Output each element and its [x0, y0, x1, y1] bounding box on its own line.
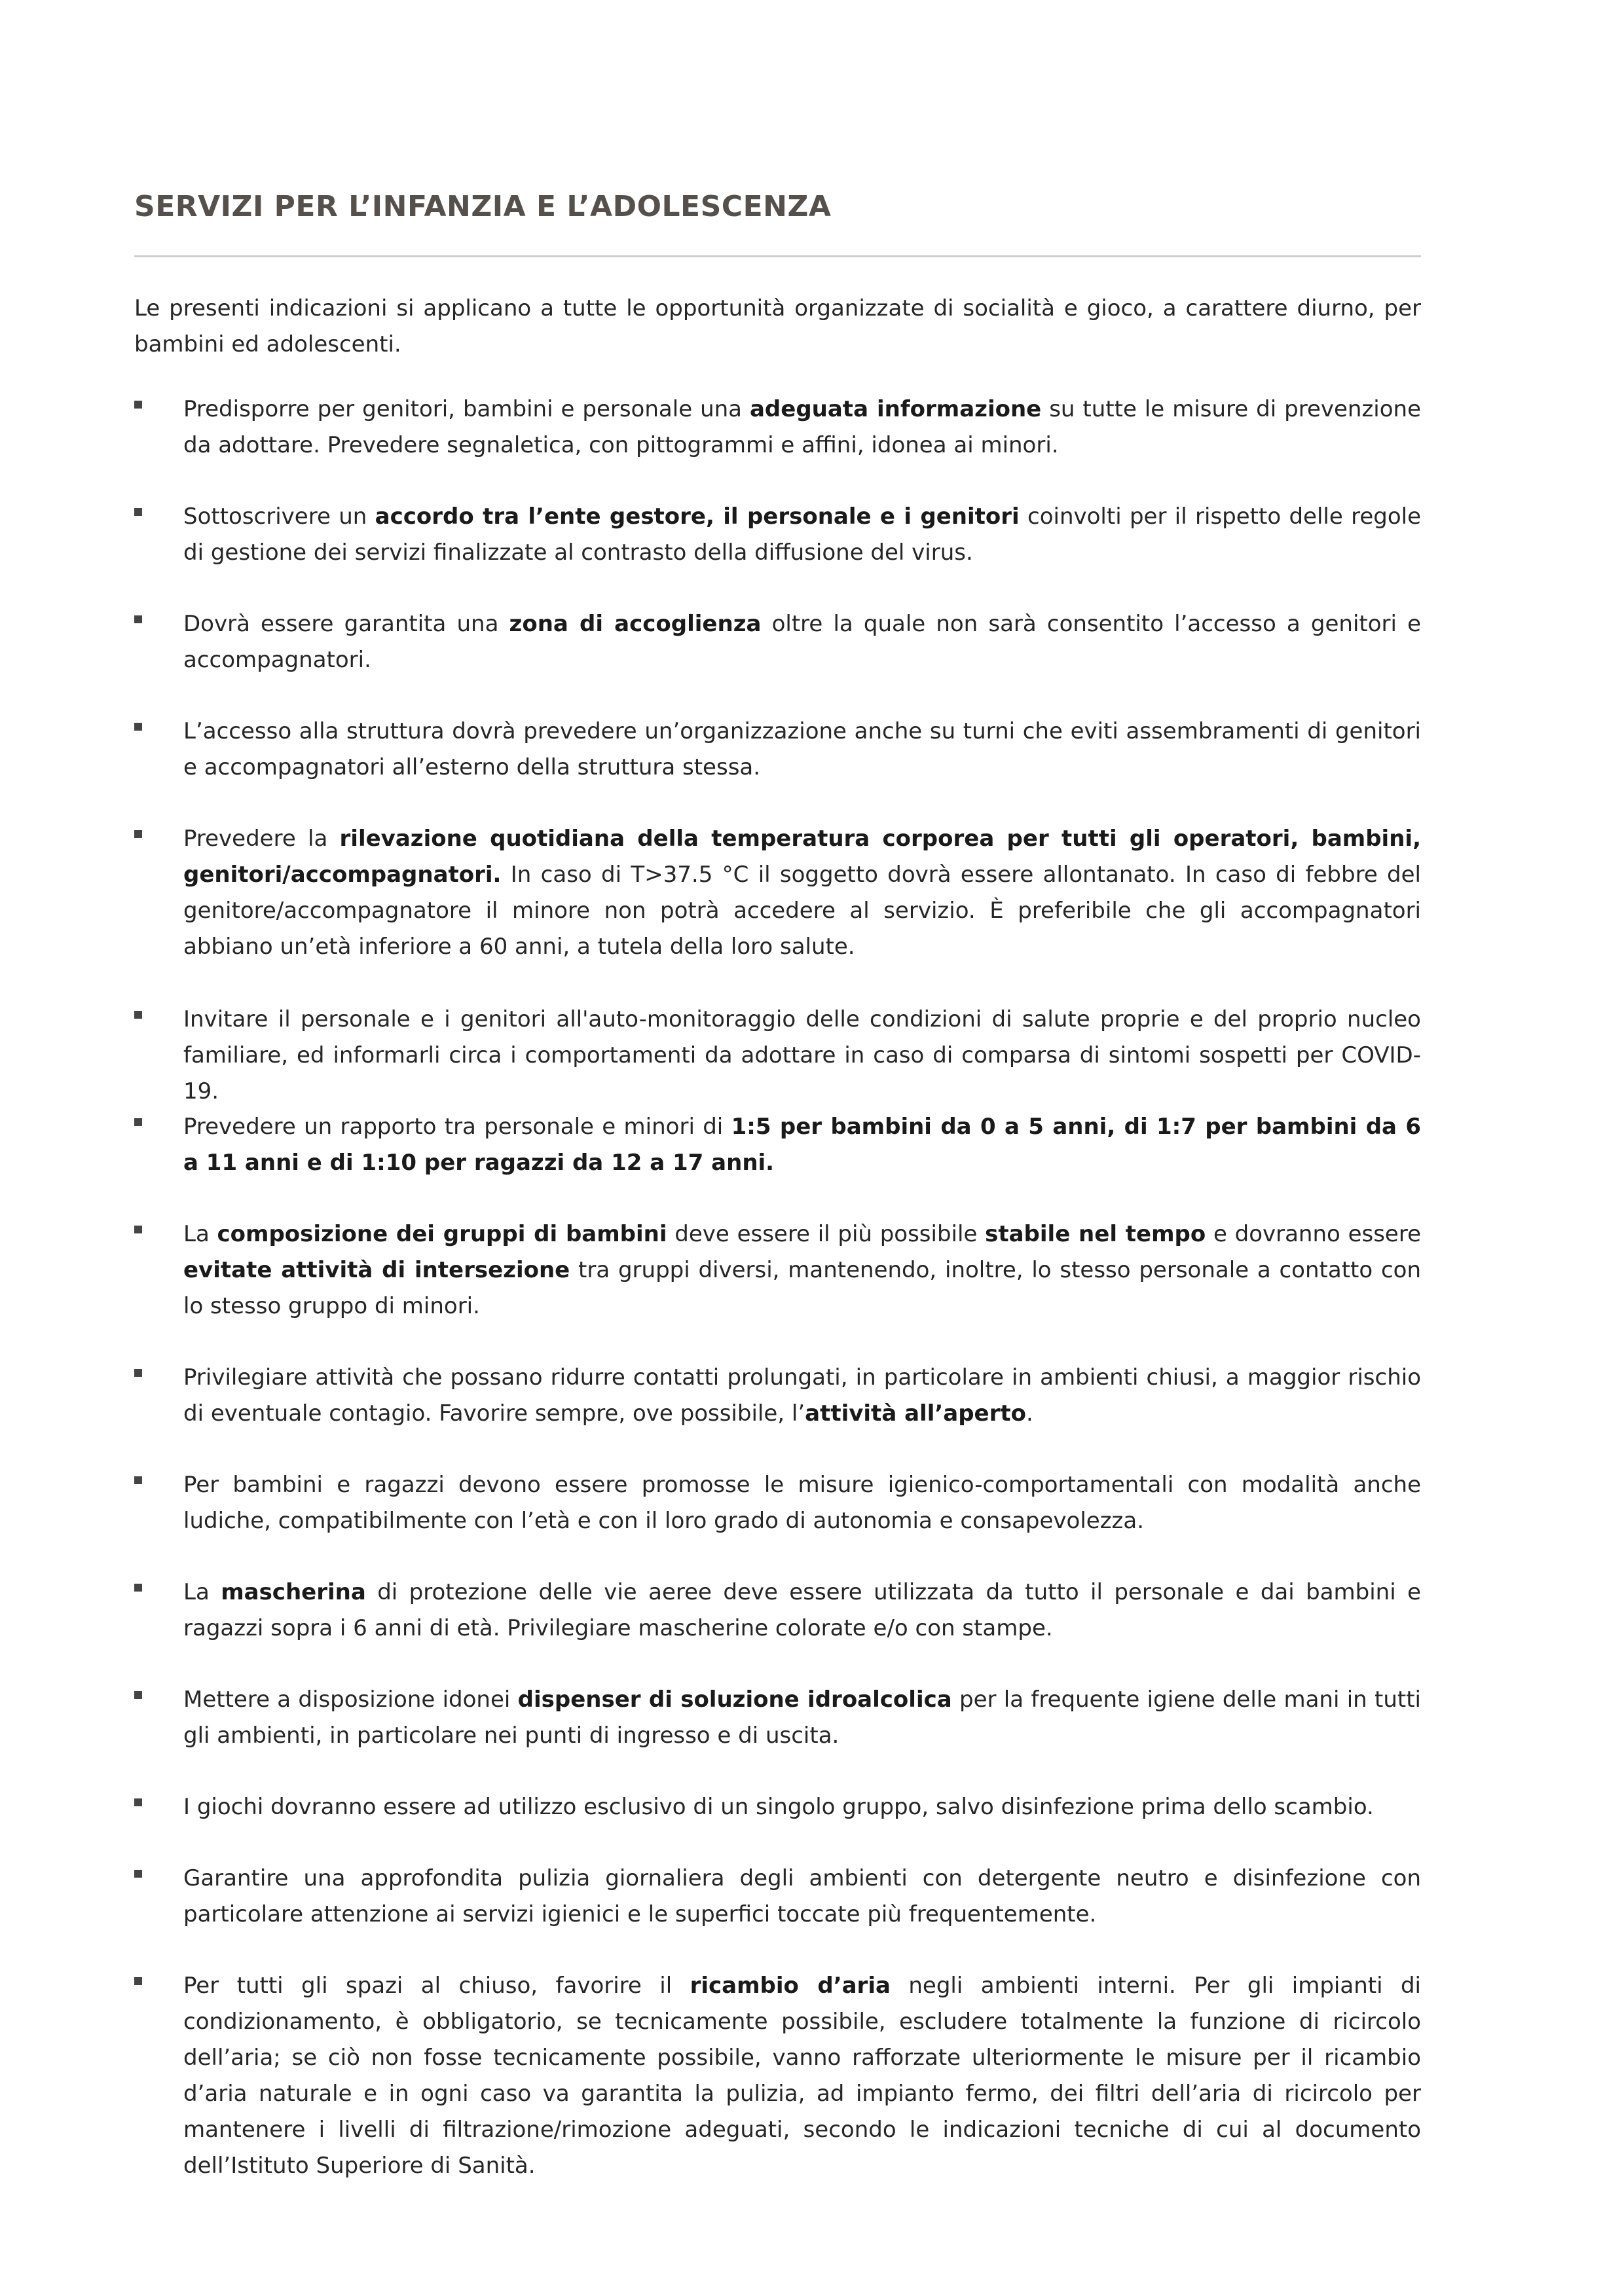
- bullet-square-icon: [134, 401, 142, 409]
- bullet-square-icon: [134, 723, 142, 731]
- bullet-square-icon: [134, 1226, 142, 1233]
- text-run: Per tutti gli spazi al chiuso, favorire il: [183, 1973, 690, 1999]
- text-run: di protezione delle vie aeree deve essere utilizzata da tutto il personale e dai bambini e ragazzi sopra i 6 anni di età. Privilegiare mascherine colorate e/o con stampe.: [183, 1579, 1422, 1641]
- title-divider: [134, 255, 1421, 257]
- text-run: tra gruppi diversi, mantenendo, inoltre, lo stesso personale a contatto con lo stesso gruppo di minori.: [183, 1257, 1421, 1319]
- list-item: [134, 821, 1421, 965]
- list-item: [134, 1467, 1421, 1539]
- list-item-text: [183, 1467, 1421, 1539]
- bullet-square-icon: [134, 1011, 142, 1019]
- list-item: [134, 499, 1421, 571]
- text-run: coinvolti per il rispetto delle regole di gestione dei servizi finalizzate al contrasto della diffusione del virus.: [183, 503, 1421, 566]
- text-run: In caso di T>37.5 °C il soggetto dovrà essere allontanato. In caso di febbre del genitore/accompagnatore il minore non potrà accedere al servizio. È preferibile che gli accompagnatori abbiano un’età inferiore a 60 anni, a tutela della loro salute.: [183, 862, 1421, 960]
- text-run: Privilegiare attività che possano ridurre contatti prolungati, in particolare in ambienti chiusi, a maggior rischio di eventuale contagio. Favorire sempre, ove possibile, l’: [183, 1364, 1421, 1427]
- list-item: [134, 1002, 1421, 1110]
- list-item: [134, 606, 1421, 678]
- text-run: Per bambini e ragazzi devono essere promosse le misure igienico-comportamentali con modalità anche ludiche, compatibilmente con l’età e con il loro grado di autonomia e consapevolezza.: [183, 1472, 1421, 1534]
- text-run: Predisporre per genitori, bambini e personale una: [183, 396, 750, 422]
- text-run: Mettere a disposizione idonei: [183, 1686, 518, 1713]
- list-item-text: [183, 1968, 1421, 2184]
- bold-text: evitate attività di intersezione: [183, 1257, 570, 1283]
- bold-text: accordo tra l’ente gestore, il personale e i genitori: [375, 503, 1020, 530]
- list-item-text: [183, 1002, 1421, 1110]
- text-run: Sottoscrivere un: [183, 503, 375, 530]
- bullet-square-icon: [134, 508, 142, 516]
- list-item: [134, 1861, 1421, 1933]
- bullet-square-icon: [134, 1798, 142, 1806]
- bullet-square-icon: [134, 830, 142, 838]
- bullet-square-icon: [134, 1977, 142, 1985]
- bullet-square-icon: [134, 1584, 142, 1592]
- list-item: [134, 1789, 1421, 1825]
- text-run: deve essere il più possibile: [667, 1221, 986, 1247]
- text-run: Prevedere la: [183, 826, 340, 852]
- bullet-square-icon: [134, 1691, 142, 1699]
- list-item: [134, 1575, 1421, 1647]
- bullet-square-icon: [134, 1870, 142, 1878]
- list-item-text: [183, 1682, 1421, 1754]
- list-item: [134, 1968, 1421, 2184]
- bold-text: rilevazione quotidiana della temperatura corporea per tutti gli operatori, bambini, genitori/accompagnatori.: [183, 826, 1421, 888]
- text-run: Prevedere un rapporto tra personale e minori di: [183, 1114, 731, 1140]
- list-item: [134, 1682, 1421, 1754]
- text-run: L’accesso alla struttura dovrà prevedere un’organizzazione anche su turni che eviti assembramenti di genitori e accompagnatori all’esterno della struttura stessa.: [183, 718, 1421, 780]
- list-item: [134, 1360, 1421, 1432]
- bold-text: dispenser di soluzione idroalcolica: [517, 1686, 952, 1713]
- bullet-square-icon: [134, 1118, 142, 1126]
- list-item-text: [183, 1216, 1421, 1324]
- text-run: negli ambienti interni. Per gli impianti di condizionamento, è obbligatorio, se tecnicamente possibile, escludere totalmente la funzione di ricircolo dell’aria; se ciò non fosse tecnicamente possibile, vanno rafforzate ulteriormente le misure per il ricambio d’aria naturale e in ogni caso va garantita la pulizia, ad impianto fermo, dei filtri dell’aria di ricircolo per mantenere i livelli di filtrazione/rimozione adeguati, secondo le indicazioni tecniche di cui al documento dell’Istituto Superiore di Sanità.: [183, 1973, 1421, 2179]
- list-item: [134, 1216, 1421, 1324]
- bullet-square-icon: [134, 615, 142, 623]
- bullet-square-icon: [134, 1369, 142, 1377]
- text-run: La: [183, 1221, 217, 1247]
- list-item-text: [183, 1789, 1421, 1825]
- text-run: La: [183, 1579, 221, 1605]
- text-run: su tutte le misure di prevenzione da adottare. Prevedere segnaletica, con pittogrammi e affini, idonea ai minori.: [183, 396, 1422, 458]
- text-run: oltre la quale non sarà consentito l’accesso a genitori e accompagnatori.: [183, 611, 1421, 673]
- list-item-text: [183, 606, 1421, 678]
- bold-text: stabile nel tempo: [985, 1221, 1206, 1247]
- list-item-text: [183, 714, 1421, 786]
- bold-text: adeguata informazione: [749, 396, 1042, 422]
- text-run: .: [1025, 1400, 1033, 1427]
- list-item-text: [183, 1109, 1421, 1181]
- bold-text: 1:5 per bambini da 0 a 5 anni, di 1:7 per bambini da 6 a 11 anni e di 1:10 per ragazzi da 12 a 17 anni.: [183, 1114, 1421, 1176]
- bullet-square-icon: [134, 1476, 142, 1484]
- intro-paragraph: Le presenti indicazioni si applicano a tutte le opportunità organizzate di socialità e gioco, a carattere diurno, per bambini ed adolescenti.: [134, 295, 1421, 357]
- page-title: SERVIZI PER L’INFANZIA E L’ADOLESCENZA: [134, 190, 832, 223]
- bold-text: mascherina: [221, 1579, 366, 1605]
- text-run: Invitare il personale e i genitori all'auto-monitoraggio delle condizioni di salute proprie e del proprio nucleo familiare, ed informarli circa i comportamenti da adottare in caso di comparsa di sintomi sospetti per COVID-19.: [183, 1006, 1421, 1104]
- list-item-text: [183, 392, 1421, 464]
- list-item-text: [183, 1360, 1421, 1432]
- text-run: e dovranno essere: [1206, 1221, 1421, 1247]
- list-item-text: [183, 499, 1421, 571]
- bold-text: composizione dei gruppi di bambini: [217, 1221, 667, 1247]
- list-item-text: [183, 1575, 1421, 1647]
- bold-text: ricambio d’aria: [690, 1973, 891, 1999]
- list-item: [134, 714, 1421, 786]
- bold-text: attività all’aperto: [805, 1400, 1026, 1427]
- list-item-text: [183, 1861, 1421, 1933]
- text-run: Dovrà essere garantita una: [183, 611, 509, 637]
- text-run: Garantire una approfondita pulizia giornaliera degli ambienti con detergente neutro e disinfezione con particolare attenzione ai servizi igienici e le superfici toccate più frequentemente.: [183, 1865, 1421, 1927]
- list-item: [134, 1109, 1421, 1181]
- bold-text: zona di accoglienza: [509, 611, 762, 637]
- list-item-text: [183, 821, 1421, 965]
- text-run: per la frequente igiene delle mani in tutti gli ambienti, in particolare nei punti di ingresso e di uscita.: [183, 1686, 1421, 1749]
- list-item: [134, 392, 1421, 464]
- text-run: I giochi dovranno essere ad utilizzo esclusivo di un singolo gruppo, salvo disinfezione prima dello scambio.: [183, 1794, 1374, 1820]
